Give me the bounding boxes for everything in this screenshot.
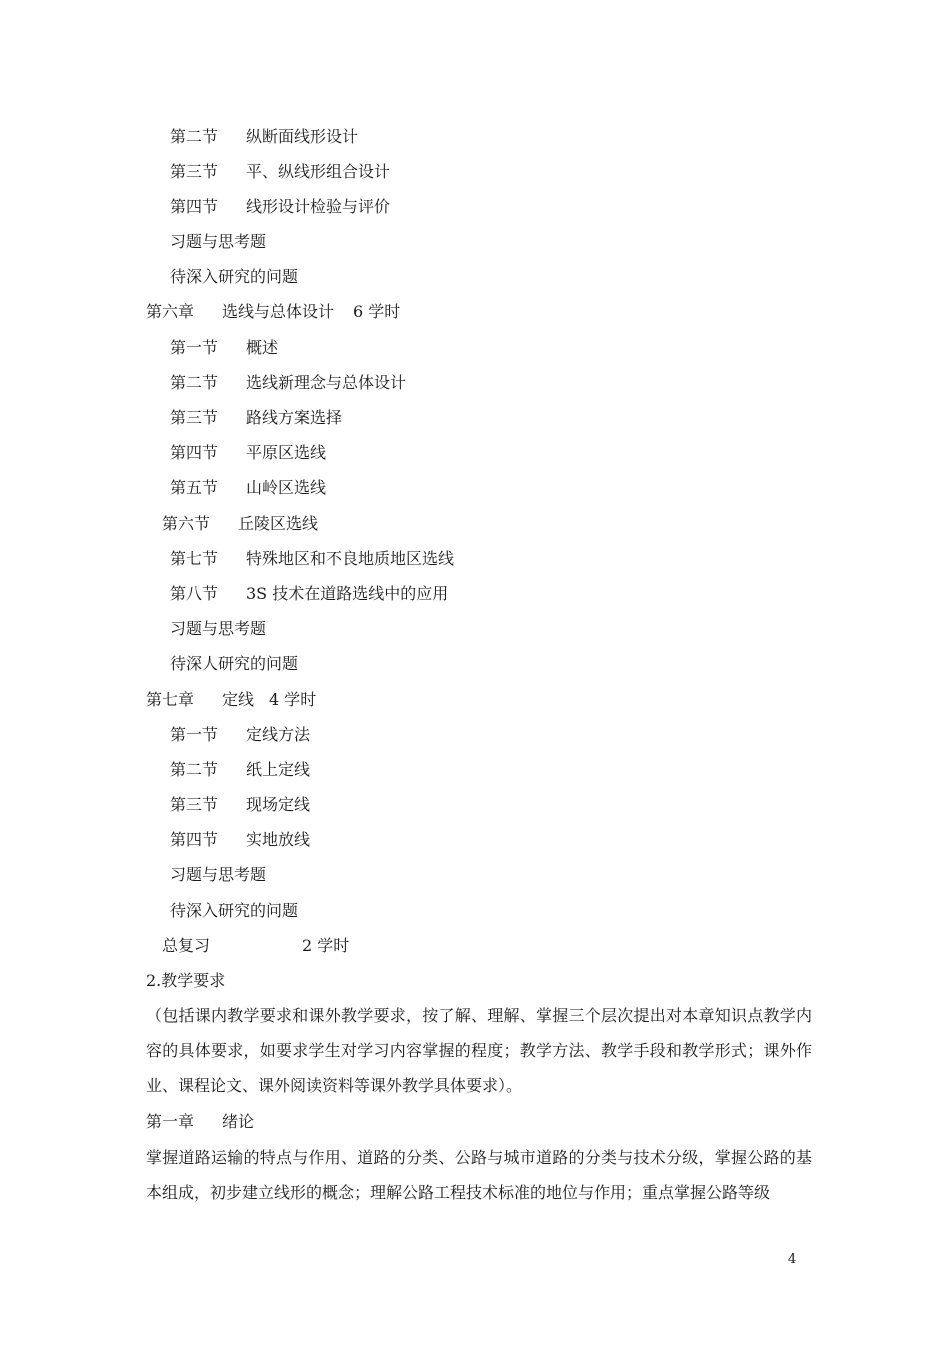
intro-paragraph: （包括课内教学要求和课外教学要求，按了解、理解、掌握三个层次提出对本章知识点教学内容的具体要求，如要求学生对学习内容掌握的程度；教学方法、教学手段和教学形式；课外作业、课程论文、课外阅读资料等课外教学具体要求）。: [146, 1006, 812, 1095]
toc-line: 第一节 定线方法: [170, 725, 311, 744]
toc-line: 第四节 平原区选线: [170, 443, 327, 462]
toc-line: 第三节 平、纵线形组合设计: [170, 162, 391, 181]
section-heading: 2.教学要求: [146, 971, 226, 990]
toc-line: 习题与思考题: [170, 619, 267, 638]
toc-line: 第五节 山岭区选线: [170, 478, 327, 497]
toc-line: 待深入研究的问题: [170, 267, 299, 286]
toc-line: 第三节 现场定线: [170, 795, 311, 814]
toc-line: 待深入研究的问题: [170, 901, 299, 920]
toc-line: 第六节 丘陵区选线: [162, 514, 319, 533]
page-number: 4: [788, 1252, 797, 1267]
review-line: 总复习 2 学时: [162, 936, 350, 955]
toc-line: 第二节 纵断面线形设计: [170, 127, 359, 146]
toc-line: 第二节 纸上定线: [170, 760, 311, 779]
toc-line: 第四节 线形设计检验与评价: [170, 197, 391, 216]
toc-line: 第一节 概述: [170, 338, 279, 357]
toc-line: 第二节 选线新理念与总体设计: [170, 373, 407, 392]
chapter-line: 第六章 选线与总体设计 6 学时: [146, 302, 401, 321]
chapter-line: 第七章 定线 4 学时: [146, 690, 317, 709]
toc-line: 第八节 3S 技术在道路选线中的应用: [170, 584, 449, 603]
toc-line: 第四节 实地放线: [170, 830, 311, 849]
toc-line: 习题与思考题: [170, 232, 267, 251]
toc-line: 第三节 路线方案选择: [170, 408, 343, 427]
chapter1-paragraph: 掌握道路运输的特点与作用、道路的分类、公路与城市道路的分类与技术分级，掌握公路的基本组成，初步建立线形的概念；理解公路工程技术标准的地位与作用；重点掌握公路等级: [146, 1148, 812, 1202]
chapter-line: 第一章 绪论: [146, 1112, 255, 1131]
toc-line: 待深人研究的问题: [170, 654, 299, 673]
toc-line: 习题与思考题: [170, 865, 267, 884]
toc-line: 第七节 特殊地区和不良地质地区选线: [170, 549, 455, 568]
